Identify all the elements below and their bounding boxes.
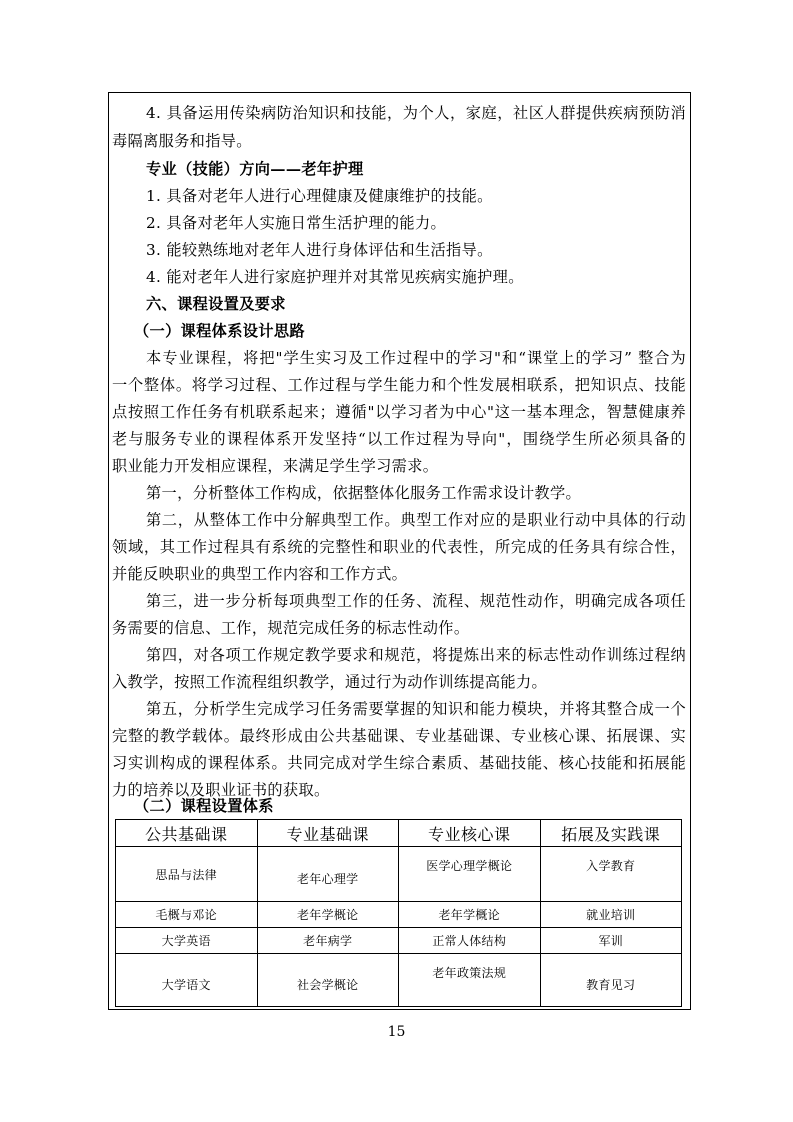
table-cell: 医学心理学概论 <box>399 847 541 902</box>
page-number: 15 <box>387 1024 406 1040</box>
skill-item: 2. 具备对老年人实施日常生活护理的能力。 <box>146 214 447 232</box>
subsection-heading: （二）课程设置体系 <box>134 797 274 815</box>
table-cell: 入学教育 <box>540 847 682 902</box>
paragraph-line: 第三，进一步分析每项典型工作的任务、流程、规范性动作，明确完成各项任 <box>146 592 686 610</box>
skill-item: 3. 能较熟练地对老年人进行身体评估和生活指导。 <box>146 241 493 259</box>
paragraph-line: 务需要的信息、工作，规范完成任务的标志性动作。 <box>112 619 470 637</box>
column-header: 专业基础课 <box>257 820 399 847</box>
table-cell: 教育见习 <box>540 954 682 1007</box>
table-cell: 老年心理学 <box>257 847 399 902</box>
paragraph-line: 点按照工作任务有机联系起来；遵循"以学习者为中心"这一基本理念，智慧健康养 <box>112 403 686 421</box>
table-cell: 军训 <box>540 928 682 954</box>
table-cell: 老年学概论 <box>399 902 541 928</box>
column-header: 专业核心课 <box>399 820 541 847</box>
paragraph-line: 第五，分析学生完成学习任务需要掌握的知识和能力模块，并将其整合成一个 <box>146 700 686 718</box>
column-header: 拓展及实践课 <box>540 820 682 847</box>
table-cell: 毛概与邓论 <box>116 902 258 928</box>
direction-heading: 专业（技能）方向——老年护理 <box>146 160 364 178</box>
table-cell: 社会学概论 <box>257 954 399 1007</box>
table-cell: 老年政策法规 <box>399 954 541 1007</box>
table-cell: 思品与法律 <box>116 847 258 902</box>
paragraph-line: 领域，其工作过程具有系统的完整性和职业的代表性，所完成的任务具有综合性， <box>112 538 686 556</box>
paragraph-line: 第四，对各项工作规定教学要求和规范，将提炼出来的标志性动作训练过程纳 <box>146 646 686 664</box>
paragraph-line: 第二，从整体工作中分解典型工作。典型工作对应的是职业行动中具体的行动 <box>146 511 686 529</box>
paragraph-line: 本专业课程，将把"学生实习及工作过程中的学习"和“课堂上的学习” 整合为 <box>146 349 686 367</box>
paragraph-line: 一个整体。将学习过程、工作过程与学生能力和个性发展相联系，把知识点、技能 <box>112 376 686 394</box>
table-cell: 大学英语 <box>116 928 258 954</box>
paragraph-line: 毒隔离服务和指导。 <box>112 132 252 150</box>
course-table <box>115 819 682 1007</box>
subsection-heading: （一）课程体系设计思路 <box>134 322 305 340</box>
paragraph-line: 老与服务专业的课程体系开发坚持“以工作过程为导向"，围绕学生所必须具备的 <box>112 430 686 448</box>
table-row <box>116 928 682 954</box>
table-cell: 就业培训 <box>540 902 682 928</box>
section-heading: 六、课程设置及要求 <box>146 295 286 313</box>
table-row <box>116 954 682 1007</box>
paragraph-line: 入教学，按照工作流程组织教学，通过行为动作训练提高能力。 <box>112 673 548 691</box>
paragraph-line: 职业能力开发相应课程，来满足学生学习需求。 <box>112 457 439 475</box>
table-cell: 正常人体结构 <box>399 928 541 954</box>
table-cell: 老年学概论 <box>257 902 399 928</box>
paragraph-line: 第一，分析整体工作构成，依据整体化服务工作需求设计教学。 <box>146 484 582 502</box>
table-row <box>116 902 682 928</box>
paragraph-line: 4. 具备运用传染病防治知识和技能，为个人，家庭，社区人群提供疾病预防消 <box>146 104 686 122</box>
table-header-row <box>116 820 682 847</box>
paragraph-line: 完整的教学载体。最终形成由公共基础课、专业基础课、专业核心课、拓展课、实 <box>112 727 686 745</box>
table-row <box>116 847 682 902</box>
table-cell: 大学语文 <box>116 954 258 1007</box>
column-header: 公共基础课 <box>116 820 258 847</box>
skill-item: 1. 具备对老年人进行心理健康及健康维护的技能。 <box>146 187 493 205</box>
paragraph-line: 力的培养以及职业证书的获取。 <box>112 781 330 799</box>
skill-item: 4. 能对老年人进行家庭护理并对其常见疾病实施护理。 <box>146 268 524 286</box>
paragraph-line: 习实训构成的课程体系。共同完成对学生综合素质、基础技能、核心技能和拓展能 <box>112 754 686 772</box>
table-cell: 老年病学 <box>257 928 399 954</box>
paragraph-line: 并能反映职业的典型工作内容和工作方式。 <box>112 565 408 583</box>
